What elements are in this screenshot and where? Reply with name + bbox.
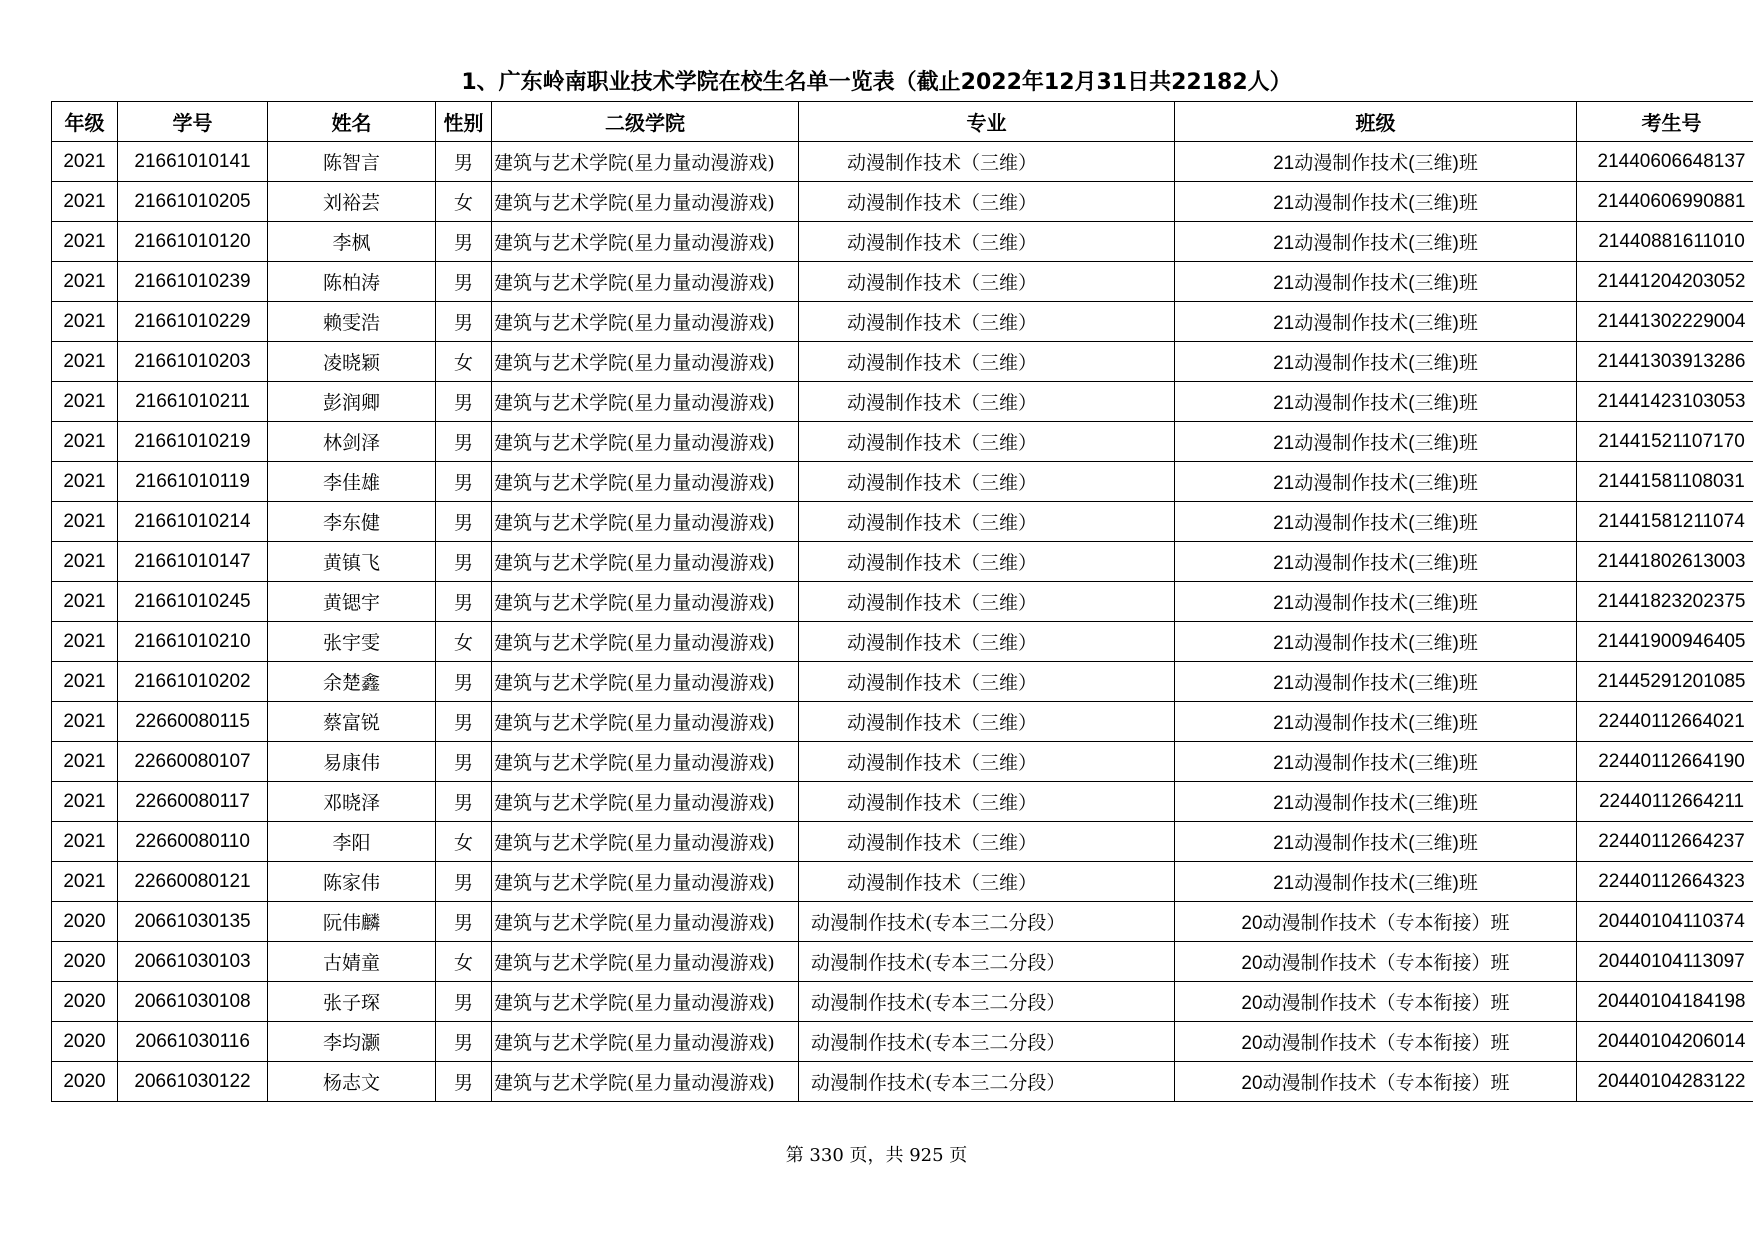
table-row — [52, 622, 1753, 662]
table-row — [52, 822, 1753, 862]
cell-class: 21动漫制作技术(三维)班 — [1175, 502, 1577, 542]
cell-school: 建筑与艺术学院(星力量动漫游戏) — [492, 782, 799, 822]
cell-school: 建筑与艺术学院(星力量动漫游戏) — [492, 302, 799, 342]
table-row — [52, 782, 1753, 822]
cell-name: 刘裕芸 — [268, 182, 436, 222]
table-row — [52, 662, 1753, 702]
cell-grade: 2021 — [52, 382, 118, 422]
cell-class: 21动漫制作技术(三维)班 — [1175, 462, 1577, 502]
cell-exam-number: 21441581211074 — [1577, 502, 1753, 542]
cell-student-id: 21661010147 — [118, 542, 268, 582]
cell-class: 20动漫制作技术（专本衔接）班 — [1175, 942, 1577, 982]
header-class: 班级 — [1175, 102, 1577, 142]
cell-school: 建筑与艺术学院(星力量动漫游戏) — [492, 262, 799, 302]
cell-grade: 2021 — [52, 862, 118, 902]
cell-grade: 2020 — [52, 1022, 118, 1062]
header-gender: 性别 — [436, 102, 492, 142]
cell-major: 动漫制作技术（三维） — [799, 862, 1175, 902]
table-row — [52, 502, 1753, 542]
cell-class: 21动漫制作技术(三维)班 — [1175, 142, 1577, 182]
table-row — [52, 742, 1753, 782]
cell-gender: 男 — [436, 742, 492, 782]
cell-grade: 2020 — [52, 982, 118, 1022]
cell-student-id: 21661010219 — [118, 422, 268, 462]
cell-major: 动漫制作技术（三维） — [799, 302, 1175, 342]
cell-class: 21动漫制作技术(三维)班 — [1175, 222, 1577, 262]
cell-exam-number: 21441900946405 — [1577, 622, 1753, 662]
cell-student-id: 21661010141 — [118, 142, 268, 182]
cell-grade: 2021 — [52, 782, 118, 822]
cell-student-id: 20661030103 — [118, 942, 268, 982]
cell-major: 动漫制作技术（三维） — [799, 782, 1175, 822]
cell-school: 建筑与艺术学院(星力量动漫游戏) — [492, 502, 799, 542]
cell-class: 20动漫制作技术（专本衔接）班 — [1175, 1062, 1577, 1102]
table-row — [52, 902, 1753, 942]
cell-major: 动漫制作技术（三维） — [799, 142, 1175, 182]
cell-exam-number: 21441423103053 — [1577, 382, 1753, 422]
cell-class: 21动漫制作技术(三维)班 — [1175, 342, 1577, 382]
cell-student-id: 20661030122 — [118, 1062, 268, 1102]
header-grade: 年级 — [52, 102, 118, 142]
student-roster-table — [51, 101, 1753, 1102]
cell-gender: 男 — [436, 702, 492, 742]
cell-class: 20动漫制作技术（专本衔接）班 — [1175, 1022, 1577, 1062]
cell-school: 建筑与艺术学院(星力量动漫游戏) — [492, 182, 799, 222]
cell-student-id: 21661010214 — [118, 502, 268, 542]
table-row — [52, 422, 1753, 462]
cell-name: 陈智言 — [268, 142, 436, 182]
cell-student-id: 20661030135 — [118, 902, 268, 942]
cell-school: 建筑与艺术学院(星力量动漫游戏) — [492, 1022, 799, 1062]
cell-major: 动漫制作技术（三维） — [799, 622, 1175, 662]
cell-gender: 女 — [436, 942, 492, 982]
header-exam-number: 考生号 — [1577, 102, 1753, 142]
cell-name: 李佳雄 — [268, 462, 436, 502]
cell-exam-number: 22440112664190 — [1577, 742, 1753, 782]
document-title: 1、广东岭南职业技术学院在校生名单一览表（截止2022年12月31日共22182人） — [461, 70, 1292, 95]
cell-major: 动漫制作技术（三维） — [799, 462, 1175, 502]
cell-gender: 男 — [436, 302, 492, 342]
table-row — [52, 982, 1753, 1022]
cell-exam-number: 21441823202375 — [1577, 582, 1753, 622]
cell-exam-number: 22440112664021 — [1577, 702, 1753, 742]
cell-student-id: 22660080117 — [118, 782, 268, 822]
cell-name: 邓晓泽 — [268, 782, 436, 822]
cell-school: 建筑与艺术学院(星力量动漫游戏) — [492, 142, 799, 182]
cell-school: 建筑与艺术学院(星力量动漫游戏) — [492, 822, 799, 862]
table-row — [52, 262, 1753, 302]
cell-student-id: 22660080107 — [118, 742, 268, 782]
table-row — [52, 862, 1753, 902]
table-row — [52, 302, 1753, 342]
cell-class: 21动漫制作技术(三维)班 — [1175, 702, 1577, 742]
cell-class: 21动漫制作技术(三维)班 — [1175, 182, 1577, 222]
cell-name: 阮伟麟 — [268, 902, 436, 942]
cell-student-id: 21661010239 — [118, 262, 268, 302]
cell-gender: 女 — [436, 822, 492, 862]
cell-grade: 2021 — [52, 742, 118, 782]
cell-class: 20动漫制作技术（专本衔接）班 — [1175, 902, 1577, 942]
table-row — [52, 1062, 1753, 1102]
cell-exam-number: 21445291201085 — [1577, 662, 1753, 702]
cell-name: 陈家伟 — [268, 862, 436, 902]
cell-grade: 2021 — [52, 822, 118, 862]
cell-student-id: 20661030108 — [118, 982, 268, 1022]
page-footer: 第 330 页，共 925 页 — [785, 1145, 968, 1166]
cell-grade: 2021 — [52, 422, 118, 462]
cell-major: 动漫制作技术（三维） — [799, 822, 1175, 862]
cell-class: 20动漫制作技术（专本衔接）班 — [1175, 982, 1577, 1022]
cell-exam-number: 21441302229004 — [1577, 302, 1753, 342]
cell-major: 动漫制作技术（三维） — [799, 502, 1175, 542]
cell-grade: 2021 — [52, 182, 118, 222]
cell-school: 建筑与艺术学院(星力量动漫游戏) — [492, 862, 799, 902]
cell-student-id: 21661010120 — [118, 222, 268, 262]
cell-grade: 2021 — [52, 622, 118, 662]
cell-name: 蔡富锐 — [268, 702, 436, 742]
cell-major: 动漫制作技术（三维） — [799, 262, 1175, 302]
cell-name: 易康伟 — [268, 742, 436, 782]
cell-student-id: 21661010211 — [118, 382, 268, 422]
table-row — [52, 342, 1753, 382]
cell-major: 动漫制作技术（三维） — [799, 382, 1175, 422]
cell-student-id: 22660080121 — [118, 862, 268, 902]
cell-major: 动漫制作技术（三维） — [799, 182, 1175, 222]
cell-exam-number: 21440881611010 — [1577, 222, 1753, 262]
cell-gender: 男 — [436, 662, 492, 702]
cell-exam-number: 22440112664211 — [1577, 782, 1753, 822]
cell-gender: 男 — [436, 502, 492, 542]
cell-gender: 女 — [436, 182, 492, 222]
cell-school: 建筑与艺术学院(星力量动漫游戏) — [492, 422, 799, 462]
cell-name: 黄镇飞 — [268, 542, 436, 582]
cell-exam-number: 21441581108031 — [1577, 462, 1753, 502]
cell-major: 动漫制作技术(专本三二分段） — [799, 1062, 1175, 1102]
cell-gender: 女 — [436, 342, 492, 382]
cell-grade: 2021 — [52, 702, 118, 742]
table-row — [52, 582, 1753, 622]
cell-student-id: 21661010205 — [118, 182, 268, 222]
table-header-row — [52, 102, 1753, 142]
cell-name: 李枫 — [268, 222, 436, 262]
cell-grade: 2021 — [52, 542, 118, 582]
cell-student-id: 22660080110 — [118, 822, 268, 862]
cell-class: 21动漫制作技术(三维)班 — [1175, 622, 1577, 662]
cell-class: 21动漫制作技术(三维)班 — [1175, 382, 1577, 422]
cell-exam-number: 20440104283122 — [1577, 1062, 1753, 1102]
cell-grade: 2021 — [52, 462, 118, 502]
cell-major: 动漫制作技术(专本三二分段） — [799, 982, 1175, 1022]
cell-major: 动漫制作技术（三维） — [799, 342, 1175, 382]
table-row — [52, 182, 1753, 222]
cell-exam-number: 21441204203052 — [1577, 262, 1753, 302]
cell-school: 建筑与艺术学院(星力量动漫游戏) — [492, 902, 799, 942]
cell-school: 建筑与艺术学院(星力量动漫游戏) — [492, 582, 799, 622]
cell-school: 建筑与艺术学院(星力量动漫游戏) — [492, 982, 799, 1022]
cell-school: 建筑与艺术学院(星力量动漫游戏) — [492, 222, 799, 262]
cell-grade: 2021 — [52, 342, 118, 382]
table-row — [52, 542, 1753, 582]
cell-school: 建筑与艺术学院(星力量动漫游戏) — [492, 702, 799, 742]
cell-name: 林剑泽 — [268, 422, 436, 462]
cell-grade: 2021 — [52, 142, 118, 182]
table-row — [52, 382, 1753, 422]
cell-school: 建筑与艺术学院(星力量动漫游戏) — [492, 1062, 799, 1102]
cell-student-id: 21661010245 — [118, 582, 268, 622]
cell-gender: 男 — [436, 982, 492, 1022]
cell-grade: 2021 — [52, 222, 118, 262]
cell-grade: 2021 — [52, 662, 118, 702]
cell-student-id: 22660080115 — [118, 702, 268, 742]
cell-student-id: 21661010119 — [118, 462, 268, 502]
cell-school: 建筑与艺术学院(星力量动漫游戏) — [492, 622, 799, 662]
cell-school: 建筑与艺术学院(星力量动漫游戏) — [492, 542, 799, 582]
cell-name: 凌晓颖 — [268, 342, 436, 382]
cell-major: 动漫制作技术（三维） — [799, 222, 1175, 262]
cell-name: 李均灏 — [268, 1022, 436, 1062]
cell-gender: 男 — [436, 222, 492, 262]
cell-student-id: 21661010210 — [118, 622, 268, 662]
cell-grade: 2021 — [52, 302, 118, 342]
cell-gender: 男 — [436, 422, 492, 462]
header-major: 专业 — [799, 102, 1175, 142]
table-row — [52, 462, 1753, 502]
cell-name: 赖雯浩 — [268, 302, 436, 342]
cell-exam-number: 22440112664237 — [1577, 822, 1753, 862]
cell-grade: 2020 — [52, 942, 118, 982]
cell-class: 21动漫制作技术(三维)班 — [1175, 582, 1577, 622]
cell-class: 21动漫制作技术(三维)班 — [1175, 742, 1577, 782]
cell-gender: 男 — [436, 1062, 492, 1102]
cell-exam-number: 20440104206014 — [1577, 1022, 1753, 1062]
cell-gender: 男 — [436, 382, 492, 422]
cell-exam-number: 21440606648137 — [1577, 142, 1753, 182]
cell-student-id: 21661010203 — [118, 342, 268, 382]
cell-gender: 男 — [436, 582, 492, 622]
header-student-id: 学号 — [118, 102, 268, 142]
cell-class: 21动漫制作技术(三维)班 — [1175, 782, 1577, 822]
cell-grade: 2020 — [52, 902, 118, 942]
cell-exam-number: 21441521107170 — [1577, 422, 1753, 462]
table-body — [52, 142, 1753, 1102]
cell-name: 李东健 — [268, 502, 436, 542]
table-row — [52, 702, 1753, 742]
cell-gender: 男 — [436, 1022, 492, 1062]
cell-name: 古婧童 — [268, 942, 436, 982]
cell-class: 21动漫制作技术(三维)班 — [1175, 662, 1577, 702]
header-school: 二级学院 — [492, 102, 799, 142]
cell-student-id: 20661030116 — [118, 1022, 268, 1062]
cell-gender: 男 — [436, 862, 492, 902]
cell-major: 动漫制作技术（三维） — [799, 422, 1175, 462]
cell-exam-number: 21441303913286 — [1577, 342, 1753, 382]
cell-name: 彭润卿 — [268, 382, 436, 422]
cell-class: 21动漫制作技术(三维)班 — [1175, 302, 1577, 342]
cell-school: 建筑与艺术学院(星力量动漫游戏) — [492, 382, 799, 422]
cell-grade: 2021 — [52, 582, 118, 622]
cell-student-id: 21661010229 — [118, 302, 268, 342]
cell-gender: 男 — [436, 782, 492, 822]
cell-exam-number: 20440104184198 — [1577, 982, 1753, 1022]
cell-major: 动漫制作技术（三维） — [799, 702, 1175, 742]
cell-gender: 女 — [436, 622, 492, 662]
header-name: 姓名 — [268, 102, 436, 142]
cell-class: 21动漫制作技术(三维)班 — [1175, 822, 1577, 862]
cell-exam-number: 22440112664323 — [1577, 862, 1753, 902]
cell-name: 陈柏涛 — [268, 262, 436, 302]
cell-name: 余楚鑫 — [268, 662, 436, 702]
cell-gender: 男 — [436, 142, 492, 182]
cell-gender: 男 — [436, 542, 492, 582]
cell-exam-number: 20440104113097 — [1577, 942, 1753, 982]
cell-grade: 2021 — [52, 502, 118, 542]
table-row — [52, 142, 1753, 182]
cell-school: 建筑与艺术学院(星力量动漫游戏) — [492, 742, 799, 782]
cell-exam-number: 21440606990881 — [1577, 182, 1753, 222]
cell-class: 21动漫制作技术(三维)班 — [1175, 862, 1577, 902]
cell-school: 建筑与艺术学院(星力量动漫游戏) — [492, 342, 799, 382]
cell-gender: 男 — [436, 462, 492, 502]
cell-gender: 男 — [436, 262, 492, 302]
cell-exam-number: 20440104110374 — [1577, 902, 1753, 942]
cell-major: 动漫制作技术(专本三二分段） — [799, 1022, 1175, 1062]
cell-grade: 2020 — [52, 1062, 118, 1102]
cell-class: 21动漫制作技术(三维)班 — [1175, 422, 1577, 462]
cell-exam-number: 21441802613003 — [1577, 542, 1753, 582]
cell-major: 动漫制作技术(专本三二分段） — [799, 942, 1175, 982]
cell-student-id: 21661010202 — [118, 662, 268, 702]
cell-major: 动漫制作技术(专本三二分段） — [799, 902, 1175, 942]
cell-major: 动漫制作技术（三维） — [799, 662, 1175, 702]
cell-class: 21动漫制作技术(三维)班 — [1175, 262, 1577, 302]
cell-school: 建筑与艺术学院(星力量动漫游戏) — [492, 662, 799, 702]
cell-major: 动漫制作技术（三维） — [799, 542, 1175, 582]
cell-major: 动漫制作技术（三维） — [799, 582, 1175, 622]
cell-name: 李阳 — [268, 822, 436, 862]
cell-school: 建筑与艺术学院(星力量动漫游戏) — [492, 942, 799, 982]
cell-name: 杨志文 — [268, 1062, 436, 1102]
cell-name: 张宇雯 — [268, 622, 436, 662]
table-row — [52, 942, 1753, 982]
cell-class: 21动漫制作技术(三维)班 — [1175, 542, 1577, 582]
cell-name: 黄锶宇 — [268, 582, 436, 622]
cell-school: 建筑与艺术学院(星力量动漫游戏) — [492, 462, 799, 502]
table-row — [52, 1022, 1753, 1062]
cell-grade: 2021 — [52, 262, 118, 302]
cell-name: 张子琛 — [268, 982, 436, 1022]
cell-gender: 男 — [436, 902, 492, 942]
cell-major: 动漫制作技术（三维） — [799, 742, 1175, 782]
table-row — [52, 222, 1753, 262]
